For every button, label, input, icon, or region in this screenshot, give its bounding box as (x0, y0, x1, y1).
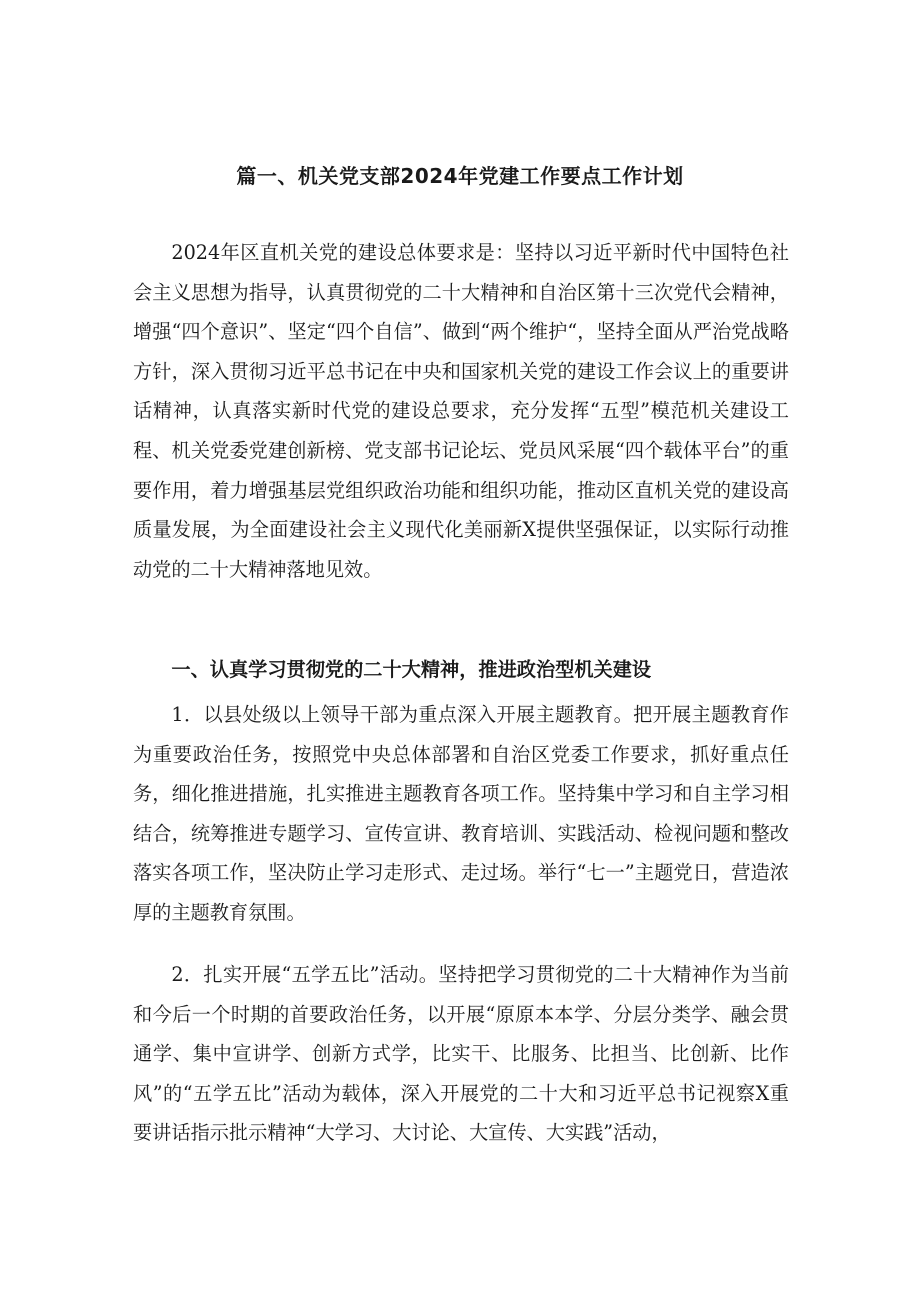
document-title: 篇一、机关党支部2024年党建工作要点工作计划 (236, 164, 684, 188)
item-1-paragraph: 1．以县处级以上领导干部为重点深入开展主题教育。把开展主题教育作为重要政治任务，按照党中央总体部署和自治区党委工作要求，抓好重点任务，细化推进措施，扎实推进主题教育各项工作。坚持集中学习和自主学习相结合，统筹推进专题学习、宣传宣讲、教育培训、实践活动、检视问题和整改落实各项工作，坚决防止学习走形式、走过场。举行“七一”主题党日，营造浓厚的主题教育氛围。 (133, 703, 789, 924)
intro-paragraph: 2024年区直机关党的建设总体要求是：坚持以习近平新时代中国特色社会主义思想为指导，认真贯彻党的二十大精神和自治区第十三次党代会精神，增强“四个意识”、坚定“四个自信”、做到“两个维护“，坚持全面从严治党战略方针，深入贯彻习近平总书记在中央和国家机关党的建设工作会议上的重要讲话精神，认真落实新时代党的建设总要求，充分发挥“五型”模范机关建设工程、机关党委党建创新榜、党支部书记论坛、党员风采展“四个载体平台”的重要作用，着力增强基层党组织政治功能和组织功能，推动区直机关党的建设高质量发展，为全面建设社会主义现代化美丽新X提供坚强保证，以实际行动推动党的二十大精神落地见效。 (133, 241, 789, 581)
item-2-paragraph: 2．扎实开展“五学五比”活动。坚持把学习贯彻党的二十大精神作为当前和今后一个时期的首要政治任务，以开展“原原本本学、分层分类学、融会贯通学、集中宣讲学、创新方式学，比实干、比服务、比担当、比创新、比作风”的“五学五比”活动为载体，深入开展党的二十大和习近平总书记视察X重要讲话指示批示精神“大学习、大讨论、大宣传、大实践”活动， (133, 963, 789, 1145)
section-1-heading: 一、认真学习贯彻党的二十大精神，推进政治型机关建设 (171, 658, 652, 681)
